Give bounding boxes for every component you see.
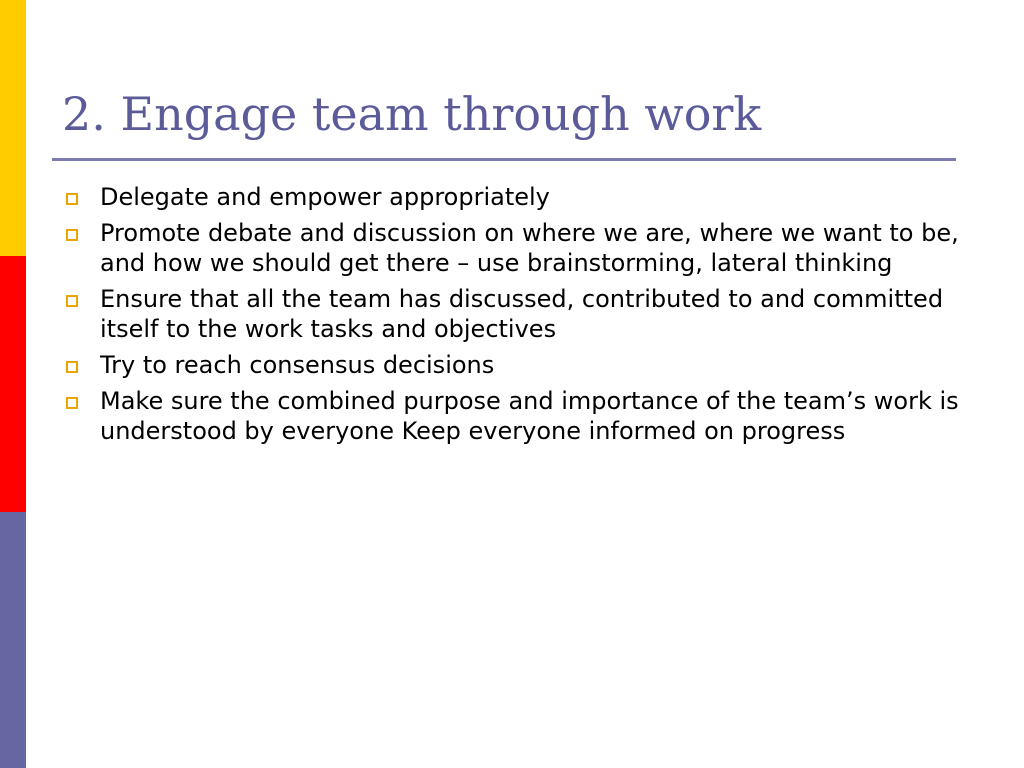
bullet-text: Make sure the combined purpose and importance of the team’s work is understood by everyone Keep everyone informed on progress	[100, 387, 959, 445]
bullet-item	[0, 284, 960, 344]
bullet-text: Try to reach consensus decisions	[100, 351, 495, 379]
bullet-item	[0, 182, 960, 212]
bullet-item	[0, 218, 960, 278]
hollow-square-bullet-icon	[66, 397, 78, 409]
bullet-text: Promote debate and discussion on where we are, where we want to be, and how we should get there – use brainstorming, lateral thinking	[100, 219, 959, 277]
bullet-item	[0, 350, 960, 380]
accent-stripe-purple	[0, 512, 26, 768]
title-divider	[52, 158, 956, 161]
hollow-square-bullet-icon	[66, 193, 78, 205]
bullet-item	[0, 386, 960, 446]
hollow-square-bullet-icon	[66, 229, 78, 241]
bullet-text: Ensure that all the team has discussed, contributed to and committed itself to the work tasks and objectives	[100, 285, 944, 343]
hollow-square-bullet-icon	[66, 295, 78, 307]
bullet-text: Delegate and empower appropriately	[100, 183, 550, 211]
hollow-square-bullet-icon	[66, 361, 78, 373]
slide-title: 2. Engage team through work	[62, 87, 762, 141]
bullet-list	[0, 182, 1000, 452]
